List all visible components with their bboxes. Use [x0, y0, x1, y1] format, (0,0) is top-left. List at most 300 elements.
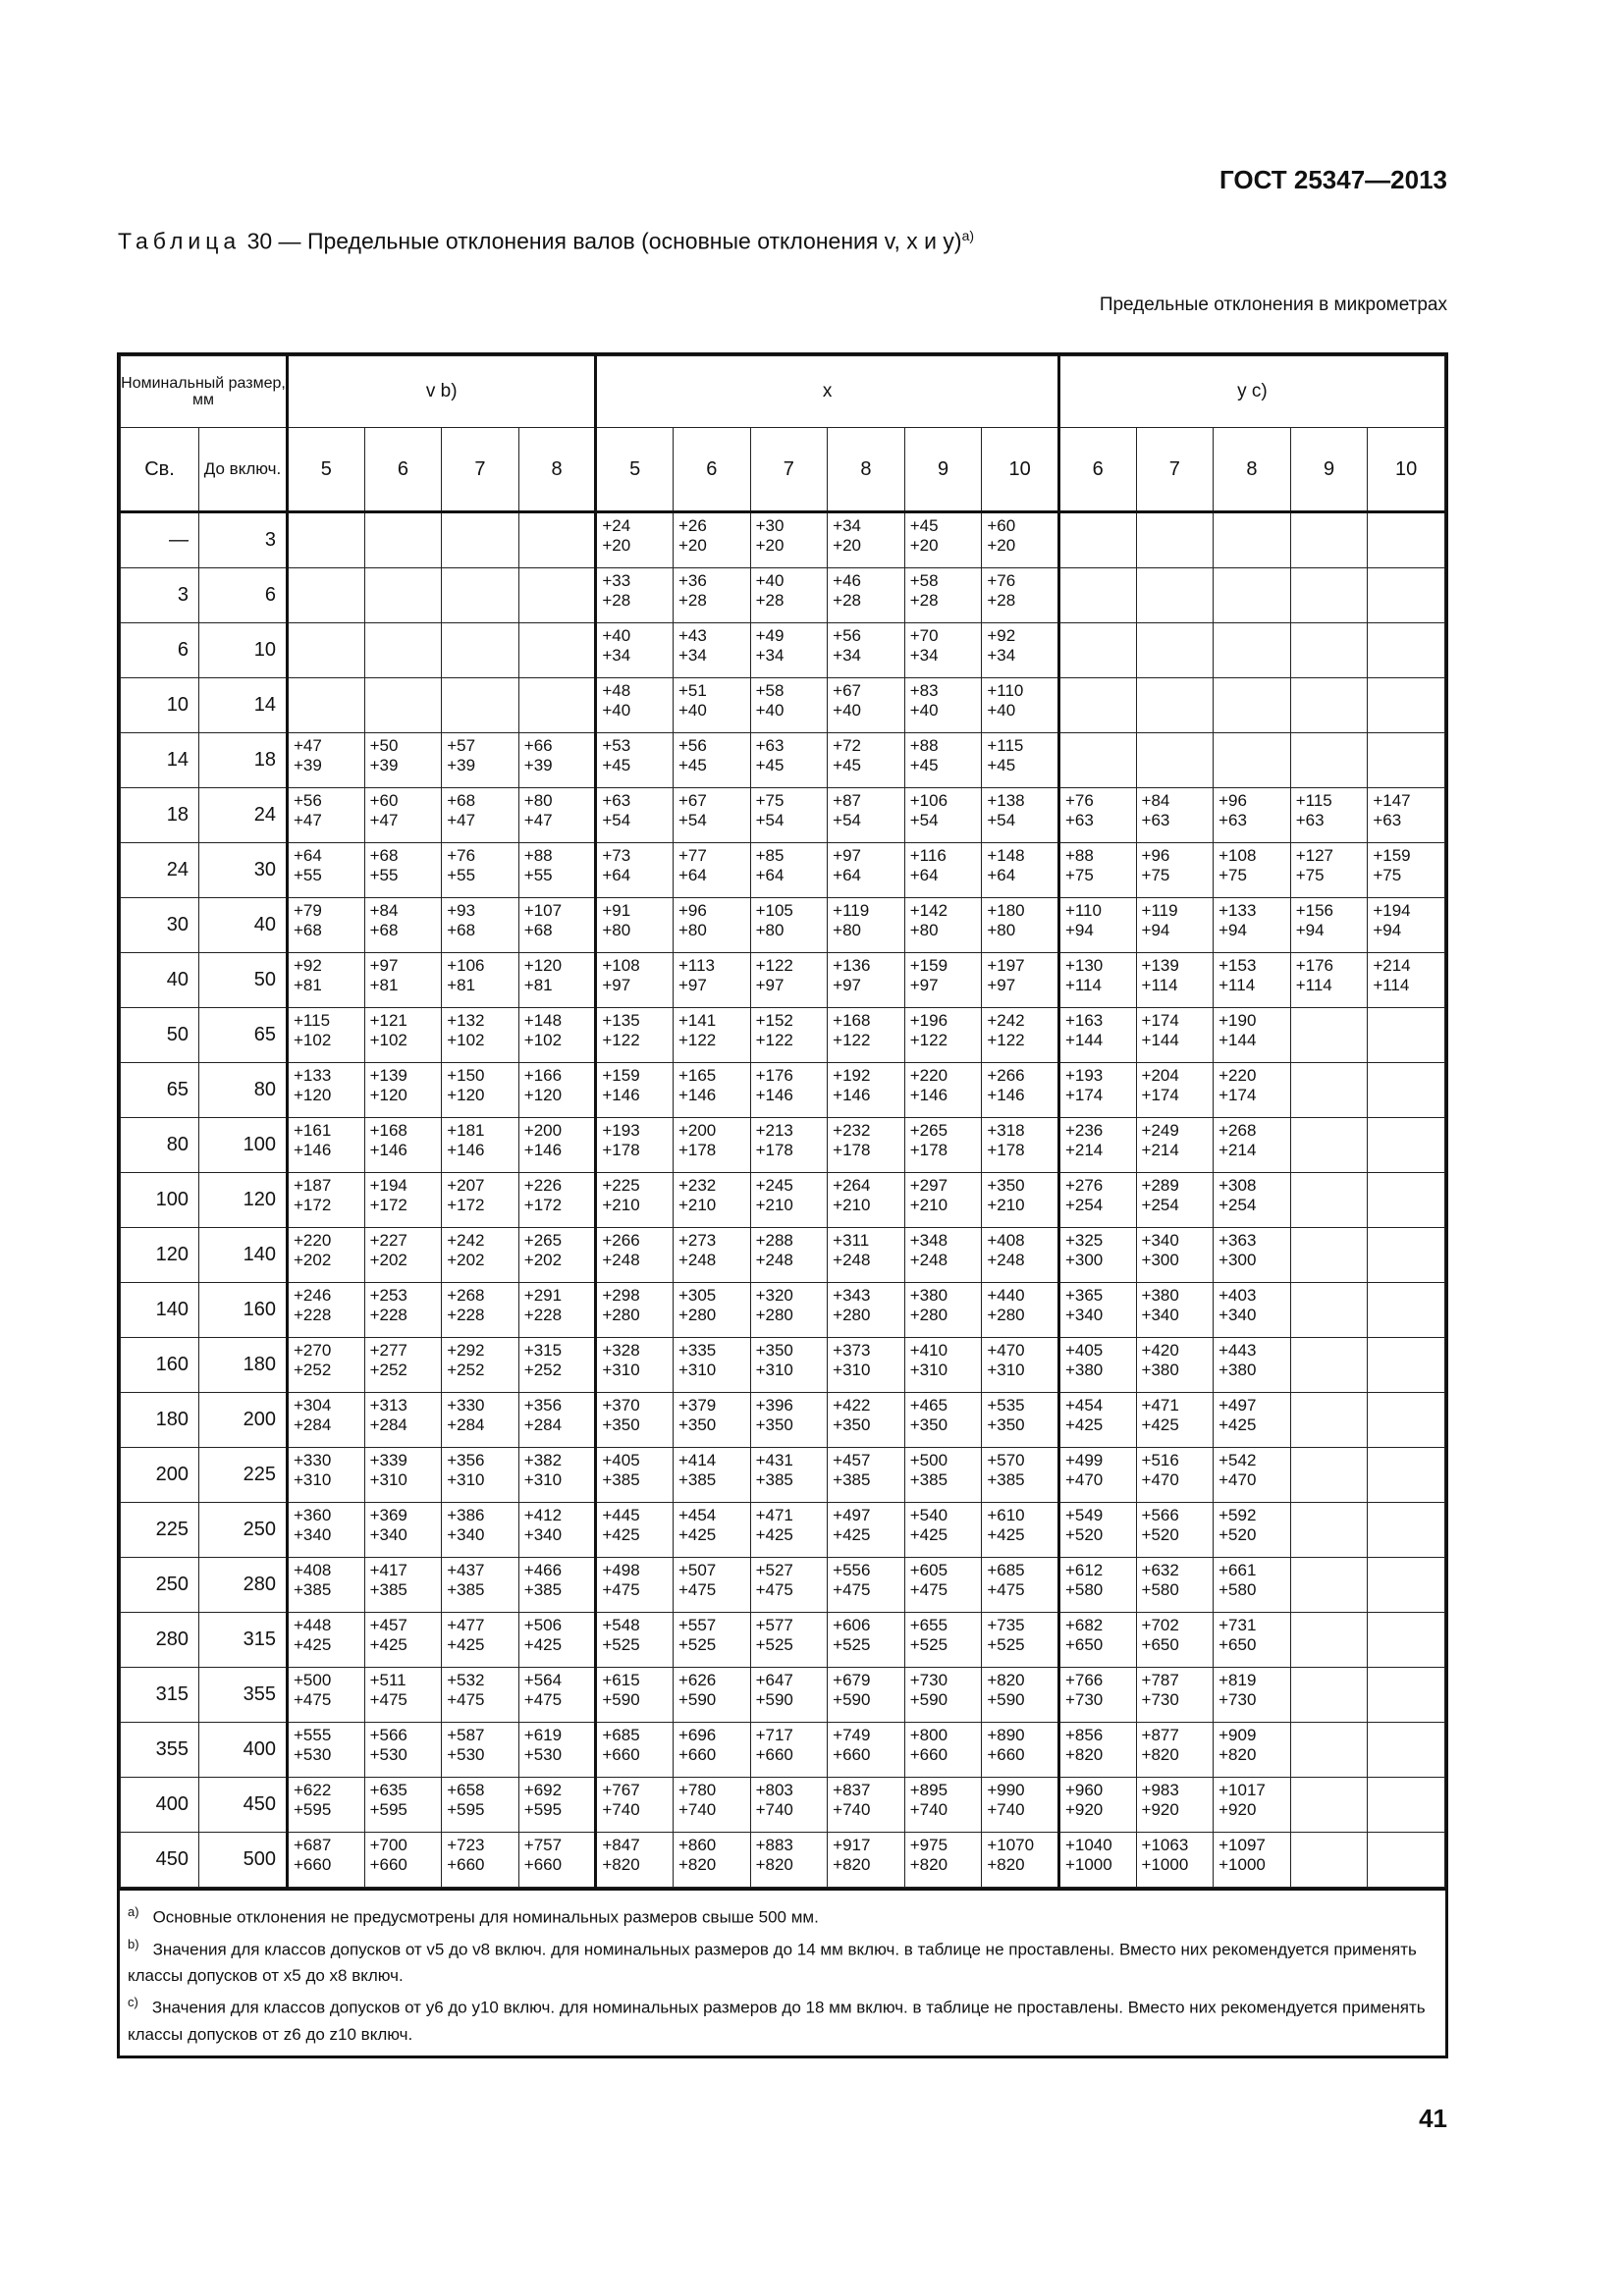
upper-deviation: +79 [294, 901, 322, 920]
upper-deviation: +909 [1218, 1726, 1257, 1744]
lower-deviation: +310 [909, 1361, 948, 1379]
lower-deviation: +40 [987, 701, 1016, 720]
upper-deviation: +139 [369, 1066, 407, 1085]
size-to: 40 [199, 898, 288, 953]
lower-deviation: +64 [602, 866, 631, 884]
upper-deviation: +68 [369, 846, 399, 865]
lower-deviation: +595 [447, 1800, 485, 1819]
upper-deviation: +200 [677, 1121, 717, 1140]
deviation-cell [1058, 1118, 1136, 1173]
deviation-cell [982, 1008, 1059, 1063]
deviation-cell [518, 1283, 596, 1338]
deviation-cell [828, 1723, 905, 1778]
lower-deviation: +97 [909, 976, 939, 994]
deviation-cell [1368, 1448, 1445, 1503]
table-row [121, 1613, 1445, 1668]
deviation-cell [518, 953, 596, 1008]
deviation-cell [673, 953, 750, 1008]
lower-deviation: +80 [987, 921, 1016, 939]
deviation-cell [1058, 512, 1136, 568]
table-row [121, 1063, 1445, 1118]
lower-deviation: +284 [294, 1415, 332, 1434]
lower-deviation: +20 [833, 536, 861, 555]
deviation-cell [828, 512, 905, 568]
grade-header: 6 [364, 428, 442, 512]
deviation-cell [1368, 1008, 1445, 1063]
deviation-cell [518, 1448, 596, 1503]
upper-deviation: +540 [909, 1506, 948, 1524]
lower-deviation: +248 [833, 1251, 871, 1269]
lower-deviation: +54 [602, 811, 631, 829]
upper-deviation: +127 [1295, 846, 1334, 865]
deviation-cell [518, 1118, 596, 1173]
deviation-cell [1368, 623, 1445, 678]
lower-deviation: +45 [677, 756, 707, 774]
lower-deviation: +178 [833, 1141, 871, 1159]
lower-deviation: +660 [523, 1855, 563, 1874]
footnote-text: Значения для классов допусков от v5 до v8 включ. для номинальных размеров до 14 мм включ. в таблице не проставлены. Вместо них рекомендуется применять классы допусков от x5 до x8 включ. [128, 1940, 1417, 1986]
deviation-cell [673, 1778, 750, 1833]
upper-deviation: +57 [447, 736, 476, 755]
upper-deviation: +895 [909, 1781, 948, 1799]
upper-deviation: +147 [1373, 791, 1411, 810]
upper-deviation: +236 [1064, 1121, 1104, 1140]
upper-deviation: +196 [909, 1011, 948, 1030]
upper-deviation: +448 [294, 1616, 332, 1634]
size-from: 120 [121, 1228, 199, 1283]
lower-deviation: +340 [447, 1525, 485, 1544]
deviation-cell [1368, 1778, 1445, 1833]
lower-deviation: +55 [447, 866, 476, 884]
deviation-cell [364, 1723, 442, 1778]
deviation-cell [982, 1448, 1059, 1503]
lower-deviation: +172 [523, 1196, 563, 1214]
lower-deviation: +54 [909, 811, 939, 829]
upper-deviation: +106 [447, 956, 485, 975]
lower-deviation: +174 [1218, 1086, 1257, 1104]
deviation-cell [673, 1503, 750, 1558]
upper-deviation: +34 [833, 516, 861, 535]
deviation-cell [904, 1668, 982, 1723]
upper-deviation: +193 [1064, 1066, 1104, 1085]
lower-deviation: +248 [677, 1251, 717, 1269]
size-to: 3 [199, 512, 288, 568]
deviation-cell [1136, 843, 1214, 898]
deviation-cell [1058, 678, 1136, 733]
upper-deviation: +339 [369, 1451, 407, 1469]
deviation-cell [518, 1228, 596, 1283]
table-row [121, 843, 1445, 898]
deviation-cell [1214, 1613, 1291, 1668]
upper-deviation: +288 [755, 1231, 793, 1250]
upper-deviation: +139 [1141, 956, 1179, 975]
lower-deviation: +475 [294, 1690, 332, 1709]
deviation-cell [673, 623, 750, 678]
caption-text: 30 — Предельные отклонения валов (основные отклонения v, x и y) [246, 228, 962, 254]
upper-deviation: +156 [1295, 901, 1334, 920]
lower-deviation: +39 [523, 756, 553, 774]
deviation-cell [904, 1778, 982, 1833]
lower-deviation: +63 [1218, 811, 1247, 829]
upper-deviation: +499 [1064, 1451, 1104, 1469]
deviation-cell [1058, 1723, 1136, 1778]
deviation-cell [1214, 1558, 1291, 1613]
deviation-cell [904, 623, 982, 678]
deviation-cell [673, 678, 750, 733]
upper-deviation: +325 [1064, 1231, 1104, 1250]
deviation-cell [828, 1613, 905, 1668]
lower-deviation: +210 [602, 1196, 640, 1214]
deviation-cell [1290, 733, 1368, 788]
upper-deviation: +91 [602, 901, 631, 920]
deviation-cell [1290, 953, 1368, 1008]
deviation-cell [596, 843, 674, 898]
deviation-cell [364, 512, 442, 568]
upper-deviation: +723 [447, 1836, 485, 1854]
upper-deviation: +615 [602, 1671, 640, 1689]
lower-deviation: +385 [987, 1470, 1025, 1489]
upper-deviation: +194 [369, 1176, 407, 1195]
table-row [121, 678, 1445, 733]
deviation-cell [364, 788, 442, 843]
footnote-mark: c) [128, 1995, 138, 2010]
upper-deviation: +685 [987, 1561, 1025, 1579]
upper-deviation: +67 [677, 791, 707, 810]
deviation-cell [596, 1558, 674, 1613]
deviation-cell [1058, 733, 1136, 788]
upper-deviation: +190 [1218, 1011, 1257, 1030]
deviation-cell [828, 1118, 905, 1173]
upper-deviation: +570 [987, 1451, 1025, 1469]
deviation-cell [1058, 1063, 1136, 1118]
deviation-cell [1058, 1173, 1136, 1228]
lower-deviation: +63 [1141, 811, 1170, 829]
upper-deviation: +58 [755, 681, 785, 700]
deviation-cell [1214, 1008, 1291, 1063]
deviation-cell [1214, 1778, 1291, 1833]
deviation-cell [750, 678, 828, 733]
size-from: 65 [121, 1063, 199, 1118]
upper-deviation: +702 [1141, 1616, 1179, 1634]
table-row [121, 1833, 1445, 1888]
table-row [121, 733, 1445, 788]
footnote-text: Значения для классов допусков от y6 до y10 включ. для номинальных размеров до 18 мм включ. в таблице не проставлены. Вместо них рекомендуется применять классы допусков от z6 до z10 включ. [128, 1998, 1426, 2044]
deviation-cell [1136, 1668, 1214, 1723]
upper-deviation: +268 [447, 1286, 485, 1305]
lower-deviation: +202 [369, 1251, 407, 1269]
upper-deviation: +500 [294, 1671, 332, 1689]
deviation-cell [1214, 1063, 1291, 1118]
deviation-cell [596, 898, 674, 953]
deviation-cell [1368, 898, 1445, 953]
upper-deviation: +40 [755, 571, 785, 590]
deviation-cell [288, 1503, 365, 1558]
lower-deviation: +470 [1218, 1470, 1257, 1489]
upper-deviation: +1040 [1064, 1836, 1112, 1854]
page-number: 41 [1419, 2104, 1447, 2133]
size-to: 24 [199, 788, 288, 843]
deviation-cell [673, 1668, 750, 1723]
deviation-cell [364, 733, 442, 788]
upper-deviation: +420 [1141, 1341, 1179, 1360]
lower-deviation: +310 [523, 1470, 563, 1489]
size-to: 6 [199, 568, 288, 623]
upper-deviation: +315 [523, 1341, 563, 1360]
upper-deviation: +96 [1141, 846, 1170, 865]
upper-deviation: +46 [833, 571, 861, 590]
size-from: 140 [121, 1283, 199, 1338]
lower-deviation: +120 [294, 1086, 332, 1104]
deviation-cell [673, 1558, 750, 1613]
deviation-cell [750, 1778, 828, 1833]
lower-deviation: +475 [602, 1580, 640, 1599]
upper-deviation: +555 [294, 1726, 332, 1744]
upper-deviation: +507 [677, 1561, 717, 1579]
deviation-cell [288, 512, 365, 568]
table-row [121, 568, 1445, 623]
lower-deviation: +740 [909, 1800, 948, 1819]
deviation-cell [1058, 1833, 1136, 1888]
lower-deviation: +172 [369, 1196, 407, 1214]
upper-deviation: +370 [602, 1396, 640, 1415]
caption-footnote-mark: a) [961, 228, 975, 243]
deviation-cell [1290, 788, 1368, 843]
upper-deviation: +66 [523, 736, 553, 755]
size-from: 200 [121, 1448, 199, 1503]
lower-deviation: +114 [1295, 976, 1332, 994]
lower-deviation: +650 [1064, 1635, 1104, 1654]
lower-deviation: +350 [833, 1415, 871, 1434]
deviation-cell [442, 1283, 519, 1338]
lower-deviation: +252 [369, 1361, 407, 1379]
lower-deviation: +520 [1141, 1525, 1179, 1544]
footnotes [120, 1888, 1445, 2056]
lower-deviation: +146 [602, 1086, 640, 1104]
deviation-cell [1290, 1283, 1368, 1338]
upper-deviation: +220 [294, 1231, 332, 1250]
lower-deviation: +520 [1218, 1525, 1257, 1544]
deviation-cell [596, 953, 674, 1008]
upper-deviation: +500 [909, 1451, 948, 1469]
lower-deviation: +660 [294, 1855, 332, 1874]
deviation-cell [1058, 1338, 1136, 1393]
deviation-cell [288, 843, 365, 898]
upper-deviation: +119 [833, 901, 870, 920]
deviation-cell [364, 1283, 442, 1338]
deviation-cell [518, 843, 596, 898]
lower-deviation: +310 [987, 1361, 1025, 1379]
deviation-cell [518, 1063, 596, 1118]
lower-deviation: +64 [987, 866, 1016, 884]
upper-deviation: +108 [602, 956, 640, 975]
upper-deviation: +408 [294, 1561, 332, 1579]
lower-deviation: +350 [909, 1415, 948, 1434]
upper-deviation: +88 [1064, 846, 1094, 865]
upper-deviation: +498 [602, 1561, 640, 1579]
deviation-cell [364, 1448, 442, 1503]
deviation-cell [1290, 1448, 1368, 1503]
upper-deviation: +120 [523, 956, 563, 975]
lower-deviation: +280 [602, 1306, 640, 1324]
upper-deviation: +532 [447, 1671, 485, 1689]
lower-deviation: +425 [447, 1635, 485, 1654]
deviation-cell [364, 1558, 442, 1613]
size-to: 315 [199, 1613, 288, 1668]
upper-deviation: +220 [1218, 1066, 1257, 1085]
deviation-cell [1136, 1173, 1214, 1228]
upper-deviation: +204 [1141, 1066, 1179, 1085]
upper-deviation: +76 [1064, 791, 1094, 810]
deviation-cell [1368, 512, 1445, 568]
upper-deviation: +313 [369, 1396, 407, 1415]
table-row [121, 953, 1445, 1008]
upper-deviation: +242 [987, 1011, 1025, 1030]
grade-header: 5 [596, 428, 674, 512]
size-from: 280 [121, 1613, 199, 1668]
lower-deviation: +34 [909, 646, 939, 665]
upper-deviation: +860 [677, 1836, 717, 1854]
deviation-cell [1368, 843, 1445, 898]
deviation-cell [1290, 843, 1368, 898]
table-row [121, 1118, 1445, 1173]
deviation-cell [750, 953, 828, 1008]
lower-deviation: +820 [1141, 1745, 1179, 1764]
upper-deviation: +92 [987, 626, 1016, 645]
upper-deviation: +340 [1141, 1231, 1179, 1250]
upper-deviation: +136 [833, 956, 871, 975]
deviation-cell [1136, 1503, 1214, 1558]
deviation-cell [442, 1833, 519, 1888]
deviation-cell [673, 1228, 750, 1283]
upper-deviation: +53 [602, 736, 631, 755]
table-row [121, 1778, 1445, 1833]
upper-deviation: +232 [833, 1121, 871, 1140]
deviation-cell [750, 568, 828, 623]
upper-deviation: +105 [755, 901, 793, 920]
upper-deviation: +24 [602, 516, 631, 535]
lower-deviation: +28 [755, 591, 785, 610]
deviation-cell [1290, 1613, 1368, 1668]
lower-deviation: +280 [833, 1306, 871, 1324]
lower-deviation: +660 [369, 1855, 407, 1874]
deviation-cell [442, 623, 519, 678]
lower-deviation: +475 [987, 1580, 1025, 1599]
table-row [121, 1393, 1445, 1448]
upper-deviation: +88 [909, 736, 939, 755]
lower-deviation: +34 [833, 646, 861, 665]
table-row [121, 512, 1445, 568]
lower-deviation: +54 [833, 811, 861, 829]
deviation-cell [288, 1338, 365, 1393]
deviation-cell [288, 623, 365, 678]
deviation-cell [596, 1173, 674, 1228]
lower-deviation: +28 [677, 591, 707, 610]
upper-deviation: +115 [1295, 791, 1332, 810]
lower-deviation: +144 [1141, 1031, 1179, 1049]
upper-deviation: +159 [909, 956, 948, 975]
deviation-cell [518, 1338, 596, 1393]
deviation-cell [673, 512, 750, 568]
upper-deviation: +566 [369, 1726, 407, 1744]
deviation-cell [596, 788, 674, 843]
deviation-cell [1058, 1448, 1136, 1503]
lower-deviation: +730 [1141, 1690, 1179, 1709]
deviation-cell [828, 1393, 905, 1448]
deviation-cell [364, 843, 442, 898]
lower-deviation: +146 [294, 1141, 332, 1159]
deviation-cell [364, 1228, 442, 1283]
lower-deviation: +122 [909, 1031, 948, 1049]
upper-deviation: +168 [833, 1011, 871, 1030]
upper-deviation: +405 [602, 1451, 640, 1469]
deviation-cell [364, 953, 442, 1008]
upper-deviation: +49 [755, 626, 785, 645]
deviation-cell [596, 1283, 674, 1338]
lower-deviation: +580 [1218, 1580, 1257, 1599]
deviation-cell [1214, 678, 1291, 733]
deviation-cell [596, 1448, 674, 1503]
lower-deviation: +20 [677, 536, 707, 555]
size-to: 65 [199, 1008, 288, 1063]
lower-deviation: +94 [1295, 921, 1325, 939]
deviation-cell [1214, 953, 1291, 1008]
lower-deviation: +55 [294, 866, 322, 884]
upper-deviation: +87 [833, 791, 861, 810]
lower-deviation: +228 [447, 1306, 485, 1324]
deviation-cell [1136, 1613, 1214, 1668]
deviation-cell [1290, 1173, 1368, 1228]
deviation-cell [442, 788, 519, 843]
deviation-cell [904, 843, 982, 898]
lower-deviation: +97 [602, 976, 631, 994]
lower-deviation: +425 [523, 1635, 563, 1654]
deviation-cell [828, 1063, 905, 1118]
size-from: 80 [121, 1118, 199, 1173]
deviation-cell [442, 1448, 519, 1503]
upper-deviation: +422 [833, 1396, 871, 1415]
deviation-cell [596, 568, 674, 623]
lower-deviation: +425 [1141, 1415, 1179, 1434]
lower-deviation: +590 [677, 1690, 717, 1709]
grade-header: 8 [518, 428, 596, 512]
upper-deviation: +767 [602, 1781, 640, 1799]
deviation-cell [982, 1283, 1059, 1338]
upper-deviation: +174 [1141, 1011, 1179, 1030]
deviation-cell [442, 1228, 519, 1283]
deviation-cell [982, 843, 1059, 898]
size-to: 355 [199, 1668, 288, 1723]
lower-deviation: +425 [1064, 1415, 1104, 1434]
deviation-cell [1058, 953, 1136, 1008]
lower-deviation: +475 [833, 1580, 871, 1599]
size-from: 400 [121, 1778, 199, 1833]
lower-deviation: +102 [369, 1031, 407, 1049]
lower-deviation: +94 [1373, 921, 1402, 939]
lower-deviation: +425 [677, 1525, 717, 1544]
upper-deviation: +577 [755, 1616, 793, 1634]
lower-deviation: +425 [909, 1525, 948, 1544]
footnote [128, 1989, 1437, 2048]
upper-deviation: +549 [1064, 1506, 1104, 1524]
upper-deviation: +226 [523, 1176, 563, 1195]
grade-header: 7 [750, 428, 828, 512]
deviation-cell [982, 678, 1059, 733]
deviation-cell [904, 568, 982, 623]
deviation-cell [1290, 1668, 1368, 1723]
lower-deviation: +210 [677, 1196, 717, 1214]
lower-deviation: +178 [677, 1141, 717, 1159]
deviation-cell [750, 1613, 828, 1668]
